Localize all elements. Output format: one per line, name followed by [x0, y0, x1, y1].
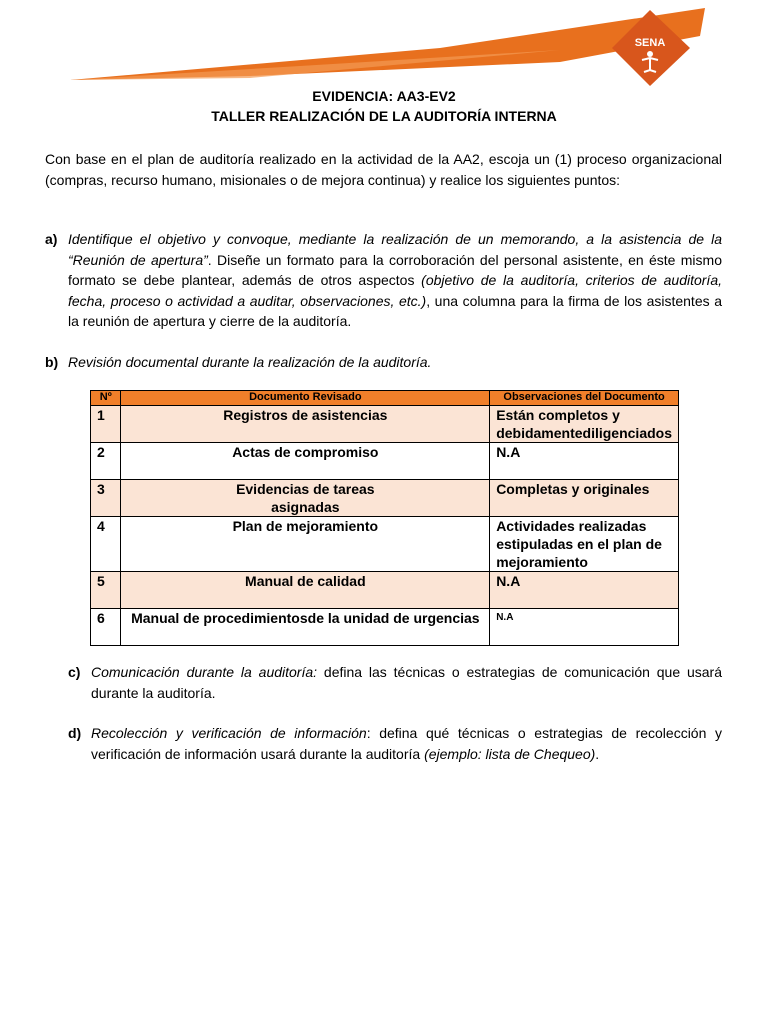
item-c-text [91, 662, 722, 703]
row-document: Plan de mejoramiento [121, 517, 490, 572]
row-observation: N.A [490, 443, 679, 480]
table-row [91, 480, 679, 517]
row-number: 6 [91, 609, 121, 646]
row-observation: N.A [490, 572, 679, 609]
item-c-italic: Comunicación durante la auditoría: [91, 664, 318, 680]
row-document: Manual de calidad [121, 572, 490, 609]
table-row [91, 572, 679, 609]
item-d-italic: Recolección y verificación de información [91, 725, 367, 741]
item-b-text [68, 352, 722, 373]
item-b-italic: Revisión documental durante la realización de la auditoría. [68, 354, 432, 370]
row-observation: N.A [490, 609, 679, 646]
orange-swoosh [70, 8, 705, 80]
title-evidencia: EVIDENCIA: AA3-EV2 [312, 88, 456, 104]
item-a-text2: , una columna para la firma de los asistentes a la reunión de apertura y cierre de la auditoría. [68, 292, 722, 329]
row-document: Registros de asistencias [121, 406, 490, 443]
item-d-italic2: (ejemplo: lista de Chequeo) [424, 745, 596, 762]
item-d-text1: : defina qué técnicas o estrategias de recolección y verificación de información usará durante la auditoría [91, 725, 722, 762]
item-c-body: defina las técnicas o estrategias de comunicación que usará durante la auditoría. [91, 664, 722, 701]
row-number: 1 [91, 406, 121, 443]
row-observation: Completas y originales [490, 480, 679, 517]
table-header-row [91, 391, 679, 406]
row-observation: Actividades realizadas estipuladas en el plan de mejoramiento [490, 517, 679, 572]
item-b-label: b) [45, 354, 59, 370]
row-number: 4 [91, 517, 121, 572]
title-taller: TALLER REALIZACIÓN DE LA AUDITORÍA INTERNA [211, 108, 557, 124]
table-header-obs: Observaciones del Documento [490, 391, 679, 406]
item-d-label: d) [68, 725, 82, 741]
row-observation: Están completos y debidamentediligenciados [490, 406, 679, 443]
item-a-label: a) [45, 231, 58, 247]
row-number: 5 [91, 572, 121, 609]
item-d-text [91, 723, 722, 764]
row-document: Evidencias de tareas asignadas [121, 480, 490, 517]
review-table [90, 390, 679, 646]
table-row [91, 443, 679, 480]
row-document: Actas de compromiso [121, 443, 490, 480]
row-document: Manual de procedimientosde la unidad de urgencias [121, 609, 490, 646]
row-number: 2 [91, 443, 121, 480]
table-row [91, 609, 679, 646]
item-a-text [68, 229, 722, 332]
row-number: 3 [91, 480, 121, 517]
svg-text:SENA: SENA [634, 37, 666, 49]
table-header-num: Nº [91, 391, 121, 406]
header-banner [0, 0, 768, 90]
intro-paragraph: Con base en el plan de auditoría realizado en la actividad de la AA2, escoja un (1) proceso organizacional (compras, recurso humano, misionales o de mejora continua) y realice los siguientes puntos: [45, 151, 722, 188]
item-c-label: c) [68, 664, 81, 680]
item-a-text1: . Diseñe un formato para la corroboración del personal asistente, en éste mismo formato se debe plantear, además de otros aspectos [68, 251, 722, 288]
table-row [91, 406, 679, 443]
table-row [91, 517, 679, 572]
item-d-text2: . [595, 745, 600, 762]
item-a-italic2: (objetivo de la auditoría, criterios de auditoría, fecha, proceso o actividad a auditar, observaciones, etc.) [68, 272, 722, 309]
item-a-italic1: Identifique el objetivo y convoque, mediante la realización de un memorando, a la asistencia de la “Reunión de apertura” [68, 231, 722, 268]
table-header-doc: Documento Revisado [121, 391, 490, 406]
